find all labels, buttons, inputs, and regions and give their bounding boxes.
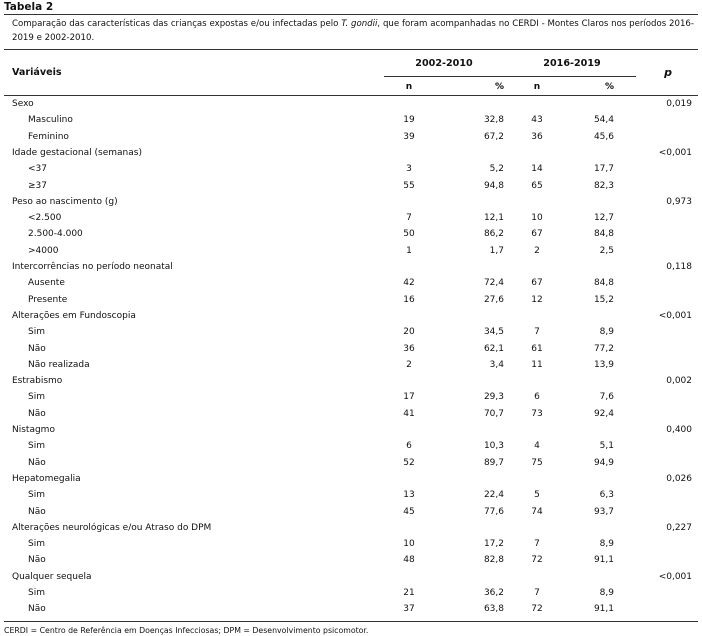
table-row (0, 244, 702, 260)
category-label: Sexo (12, 99, 34, 109)
cell-pct-2002-2010: 10,3 (483, 441, 504, 452)
cell-n-2002-2010: 52 (403, 457, 415, 468)
cell-pct-2002-2010: 67,2 (483, 131, 504, 142)
table-row (0, 342, 702, 358)
row-label: Sim (28, 490, 45, 501)
table-row (0, 325, 702, 341)
table-row (0, 553, 702, 569)
cell-pct-2002-2010: 32,8 (483, 115, 504, 126)
table-row (0, 276, 702, 292)
cell-p-value: 0,002 (666, 376, 692, 387)
cell-n-2016-2019: 4 (534, 441, 540, 452)
table-row (0, 602, 702, 618)
cell-p-value: 0,973 (666, 196, 692, 207)
cell-p-value: 0,026 (666, 473, 692, 484)
table-row (0, 211, 702, 227)
category-label: Intercorrências no período neonatal (12, 262, 173, 272)
cell-p-value: <0,001 (658, 571, 692, 582)
cell-n-2002-2010: 19 (403, 115, 415, 126)
caption-organism: T. gondii (341, 19, 378, 29)
row-label: Sim (28, 441, 45, 452)
cell-n-2002-2010: 6 (406, 441, 412, 452)
cell-n-2016-2019: 65 (531, 180, 543, 191)
header-group-2002-2010: 2002-2010 (415, 58, 473, 69)
row-label: Não (28, 604, 46, 615)
row-label: <2.500 (28, 213, 62, 224)
subheader-pct-1: % (494, 82, 504, 92)
cell-pct-2002-2010: 62,1 (483, 343, 504, 354)
cell-p-value: 0,118 (666, 262, 692, 272)
cell-pct-2002-2010: 17,2 (483, 539, 504, 550)
category-label: Alterações em Fundoscopia (12, 310, 136, 321)
cell-n-2016-2019: 74 (531, 506, 543, 517)
subheader-pct-2: % (604, 82, 614, 92)
cell-p-value: 0,227 (666, 522, 692, 533)
cell-n-2016-2019: 36 (531, 131, 543, 142)
cell-n-2002-2010: 20 (403, 327, 415, 338)
table-row (0, 130, 702, 146)
row-label: Sim (28, 588, 45, 598)
cell-n-2002-2010: 50 (403, 229, 415, 240)
row-label: 2.500-4.000 (28, 229, 83, 240)
row-label: Não (28, 506, 46, 517)
caption-pre: Comparação das características das crianças expostas e/ou infectadas pelo (12, 19, 342, 29)
cell-pct-2016-2019: 7,6 (599, 392, 614, 403)
cell-n-2002-2010: 13 (403, 490, 415, 501)
category-label: Hepatomegalia (12, 473, 81, 484)
cell-n-2002-2010: 1 (406, 245, 412, 256)
cell-pct-2016-2019: 82,3 (593, 180, 614, 191)
table-row-category (0, 260, 702, 276)
cell-pct-2016-2019: 13,9 (593, 359, 614, 370)
cell-pct-2016-2019: 2,5 (599, 245, 614, 256)
table-row (0, 293, 702, 309)
cell-n-2002-2010: 41 (403, 408, 415, 419)
category-label: Alterações neurológicas e/ou Atraso do DPM (12, 522, 212, 533)
cell-pct-2002-2010: 12,1 (483, 213, 504, 224)
table-row (0, 162, 702, 178)
row-label: Não (28, 555, 46, 566)
cell-pct-2016-2019: 84,8 (593, 278, 614, 289)
subheader-n-1: n (405, 82, 413, 92)
table-row-category (0, 195, 702, 211)
cell-n-2002-2010: 3 (406, 164, 412, 175)
cell-n-2016-2019: 14 (531, 164, 543, 175)
cell-n-2016-2019: 72 (531, 604, 543, 615)
table-row-category (0, 309, 702, 325)
cell-pct-2002-2010: 22,4 (483, 490, 504, 501)
table-row-category (0, 570, 702, 586)
table-row-category (0, 374, 702, 390)
cell-pct-2002-2010: 77,6 (483, 506, 504, 517)
cell-pct-2002-2010: 34,5 (483, 327, 504, 338)
cell-n-2016-2019: 43 (531, 115, 543, 126)
cell-pct-2016-2019: 84,8 (593, 229, 614, 240)
cell-n-2016-2019: 67 (531, 278, 543, 289)
cell-pct-2016-2019: 93,7 (593, 506, 614, 517)
table-row (0, 113, 702, 129)
category-label: Nistagmo (12, 425, 55, 435)
table-row (0, 358, 702, 374)
cell-n-2002-2010: 16 (403, 294, 415, 305)
row-label: Não (28, 408, 46, 419)
cell-pct-2002-2010: 63,8 (483, 604, 504, 615)
cell-pct-2002-2010: 3,4 (489, 359, 504, 370)
cell-pct-2016-2019: 91,1 (593, 555, 614, 566)
table-row-category (0, 423, 702, 439)
cell-pct-2002-2010: 1,7 (489, 245, 504, 256)
table-row (0, 407, 702, 423)
cell-pct-2002-2010: 36,2 (483, 588, 504, 598)
cell-pct-2016-2019: 6,3 (599, 490, 614, 501)
cell-pct-2002-2010: 5,2 (489, 164, 504, 175)
row-label: Feminino (28, 131, 69, 142)
header-variable: Variáveis (12, 67, 62, 78)
row-label: Masculino (28, 115, 73, 126)
table-row (0, 488, 702, 504)
cell-pct-2016-2019: 15,2 (593, 294, 614, 305)
table-caption (12, 17, 694, 45)
table-row-category (0, 146, 702, 162)
row-label: Presente (28, 294, 68, 305)
cell-pct-2002-2010: 72,4 (483, 278, 504, 289)
cell-n-2016-2019: 12 (531, 294, 543, 305)
cell-n-2016-2019: 2 (534, 245, 540, 256)
table-row (0, 439, 702, 455)
category-label: Idade gestacional (semanas) (12, 147, 142, 158)
header-p-value: p (664, 66, 672, 79)
table-row (0, 456, 702, 472)
cell-n-2002-2010: 10 (403, 539, 415, 550)
cell-p-value: 0,400 (666, 425, 692, 435)
cell-pct-2016-2019: 5,1 (599, 441, 614, 452)
cell-n-2016-2019: 61 (531, 343, 543, 354)
cell-p-value: 0,019 (666, 99, 692, 109)
cell-pct-2002-2010: 86,2 (483, 229, 504, 240)
cell-n-2002-2010: 17 (403, 392, 415, 403)
table-row (0, 227, 702, 243)
row-label: Sim (28, 327, 45, 338)
cell-n-2016-2019: 5 (534, 490, 540, 501)
cell-n-2002-2010: 21 (403, 588, 415, 598)
cell-n-2016-2019: 7 (534, 588, 540, 598)
row-label: ≥37 (28, 180, 47, 191)
header-rule-top (4, 49, 698, 50)
header-rule-bottom (4, 95, 698, 96)
cell-pct-2016-2019: 94,9 (593, 457, 614, 468)
cell-n-2002-2010: 45 (403, 506, 415, 517)
header-group-2016-2019: 2016-2019 (543, 58, 601, 69)
top-rule (4, 14, 698, 15)
row-label: Não (28, 343, 46, 354)
subheader-n-2: n (533, 82, 541, 92)
cell-pct-2016-2019: 8,9 (599, 327, 614, 338)
cell-pct-2002-2010: 82,8 (483, 555, 504, 566)
cell-n-2002-2010: 7 (406, 213, 412, 224)
cell-pct-2016-2019: 91,1 (593, 604, 614, 615)
table-label: Tabela 2 (4, 1, 54, 13)
category-label: Estrabismo (12, 376, 63, 387)
table-row (0, 179, 702, 195)
table-row (0, 505, 702, 521)
cell-pct-2016-2019: 92,4 (593, 408, 614, 419)
cell-pct-2016-2019: 8,9 (599, 539, 614, 550)
cell-n-2016-2019: 73 (531, 408, 543, 419)
row-label: Ausente (28, 278, 65, 289)
table-footnote: CERDI = Centro de Referência em Doenças Infecciosas; DPM = Desenvolvimento psicomotor. (4, 626, 369, 635)
cell-n-2016-2019: 6 (534, 392, 540, 403)
cell-n-2002-2010: 37 (403, 604, 415, 615)
cell-pct-2002-2010: 70,7 (483, 408, 504, 419)
cell-pct-2002-2010: 29,3 (483, 392, 504, 403)
row-label: Não (28, 457, 46, 468)
cell-n-2002-2010: 48 (403, 555, 415, 566)
cell-pct-2016-2019: 12,7 (593, 213, 614, 224)
category-label: Qualquer sequela (12, 571, 92, 582)
table-row-category (0, 472, 702, 488)
row-label: Não realizada (28, 359, 90, 370)
cell-n-2016-2019: 72 (531, 555, 543, 566)
cell-n-2016-2019: 11 (531, 359, 543, 370)
cell-pct-2016-2019: 77,2 (593, 343, 614, 354)
category-label: Peso ao nascimento (g) (12, 196, 118, 207)
header-group1-rule (384, 76, 636, 77)
cell-n-2002-2010: 42 (403, 278, 415, 289)
cell-n-2016-2019: 7 (534, 539, 540, 550)
cell-pct-2002-2010: 89,7 (483, 457, 504, 468)
row-label: >4000 (28, 245, 59, 256)
table-row (0, 537, 702, 553)
table-row-category (0, 97, 702, 113)
table-row-category (0, 521, 702, 537)
cell-pct-2016-2019: 17,7 (593, 164, 614, 175)
cell-n-2016-2019: 10 (531, 213, 543, 224)
cell-p-value: <0,001 (658, 147, 692, 158)
cell-p-value: <0,001 (658, 310, 692, 321)
row-label: <37 (28, 164, 47, 175)
table-row (0, 586, 702, 602)
row-label: Sim (28, 392, 45, 403)
cell-pct-2016-2019: 8,9 (599, 588, 614, 598)
cell-n-2016-2019: 7 (534, 327, 540, 338)
cell-n-2002-2010: 39 (403, 131, 415, 142)
cell-n-2002-2010: 2 (406, 359, 412, 370)
caption-post: , que foram acompanhadas no CERDI - Montes Claros nos períodos 2016-2019 e 2002-2010. (12, 19, 695, 43)
cell-pct-2002-2010: 94,8 (483, 180, 504, 191)
table-row (0, 390, 702, 406)
cell-n-2016-2019: 67 (531, 229, 543, 240)
cell-pct-2016-2019: 54,4 (593, 115, 614, 126)
table-bottom-rule (4, 621, 698, 622)
cell-pct-2002-2010: 27,6 (483, 294, 504, 305)
cell-pct-2016-2019: 45,6 (593, 131, 614, 142)
cell-n-2002-2010: 36 (403, 343, 415, 354)
row-label: Sim (28, 539, 45, 550)
cell-n-2016-2019: 75 (531, 457, 543, 468)
cell-n-2002-2010: 55 (403, 180, 415, 191)
